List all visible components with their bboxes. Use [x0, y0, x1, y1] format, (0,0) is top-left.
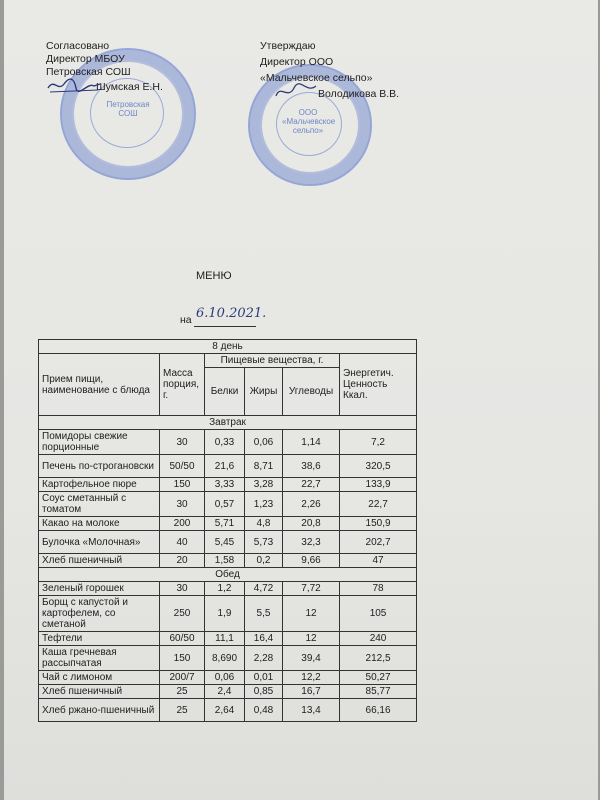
cell-name: Каша гречневая рассыпчатая — [39, 646, 160, 671]
cell-protein: 21,6 — [205, 455, 245, 478]
table-row — [39, 596, 417, 632]
cell-mass: 30 — [160, 492, 205, 517]
cell-carbs: 1,14 — [283, 430, 340, 455]
menu-table — [38, 339, 417, 722]
cell-carbs: 9,66 — [283, 554, 340, 568]
school-stamp-text: Петровская СОШ — [106, 100, 150, 118]
cell-protein: 0,57 — [205, 492, 245, 517]
cell-protein: 0,06 — [205, 671, 245, 685]
table-row — [39, 455, 417, 478]
cell-name: Соус сметанный с томатом — [39, 492, 160, 517]
cell-carbs: 13,4 — [283, 699, 340, 722]
cell-protein: 1,58 — [205, 554, 245, 568]
director-coop-label: Директор ООО — [260, 56, 334, 68]
cell-fat: 0,85 — [245, 685, 283, 699]
cell-carbs: 12,2 — [283, 671, 340, 685]
cell-fat: 2,28 — [245, 646, 283, 671]
header-fat: Жиры — [245, 368, 283, 416]
cell-energy: 202,7 — [340, 531, 417, 554]
table-row — [39, 685, 417, 699]
cell-carbs: 7,72 — [283, 582, 340, 596]
cell-protein: 2,4 — [205, 685, 245, 699]
date-prefix: на — [180, 314, 192, 326]
approve-label: Утверждаю — [260, 40, 316, 52]
cell-energy: 47 — [340, 554, 417, 568]
cell-protein: 5,71 — [205, 517, 245, 531]
cell-energy: 150,9 — [340, 517, 417, 531]
cell-name: Тефтели — [39, 632, 160, 646]
cell-fat: 5,73 — [245, 531, 283, 554]
cell-carbs: 22,7 — [283, 478, 340, 492]
cell-energy: 50,27 — [340, 671, 417, 685]
cell-fat: 0,06 — [245, 430, 283, 455]
cell-mass: 150 — [160, 478, 205, 492]
menu-title: МЕНЮ — [196, 270, 232, 282]
coop-name: «Мальчевское сельпо» — [260, 72, 373, 84]
header-energy: Энергетич. Ценность Ккал. — [340, 354, 417, 416]
cell-energy: 85,77 — [340, 685, 417, 699]
cell-energy: 105 — [340, 596, 417, 632]
section-breakfast: Завтрак — [39, 416, 417, 430]
coop-director-name: Володикова В.В. — [318, 88, 400, 100]
document-page — [4, 0, 598, 800]
coop-director-signature — [272, 80, 320, 102]
header-meal: Прием пищи, наименование с блюда — [39, 354, 160, 416]
cell-name: Картофельное пюре — [39, 478, 160, 492]
cell-mass: 40 — [160, 531, 205, 554]
cell-protein: 2,64 — [205, 699, 245, 722]
cell-name: Хлеб пшеничный — [39, 685, 160, 699]
cell-protein: 3,33 — [205, 478, 245, 492]
cell-energy: 22,7 — [340, 492, 417, 517]
cell-name: Хлеб ржано-пшеничный — [39, 699, 160, 722]
table-row — [39, 646, 417, 671]
cell-mass: 250 — [160, 596, 205, 632]
cell-protein: 1,2 — [205, 582, 245, 596]
header-nutrients: Пищевые вещества, г. — [205, 354, 340, 368]
cell-name: Булочка «Молочная» — [39, 531, 160, 554]
cell-name: Какао на молоке — [39, 517, 160, 531]
cell-fat: 0,48 — [245, 699, 283, 722]
table-row — [39, 582, 417, 596]
cell-mass: 150 — [160, 646, 205, 671]
cell-energy: 78 — [340, 582, 417, 596]
cell-name: Чай с лимоном — [39, 671, 160, 685]
cell-mass: 20 — [160, 554, 205, 568]
table-row — [39, 531, 417, 554]
cell-energy: 320,5 — [340, 455, 417, 478]
cell-name: Хлеб пшеничный — [39, 554, 160, 568]
cell-fat: 4,8 — [245, 517, 283, 531]
cell-fat: 8,71 — [245, 455, 283, 478]
cell-mass: 30 — [160, 430, 205, 455]
cell-energy: 7,2 — [340, 430, 417, 455]
table-row — [39, 554, 417, 568]
cell-energy: 66,16 — [340, 699, 417, 722]
section-lunch: Обед — [39, 568, 417, 582]
table-row — [39, 671, 417, 685]
school-director-name: Шумская Е.Н. — [96, 81, 163, 93]
breakfast-rows — [39, 430, 417, 568]
cell-name: Зеленый горошек — [39, 582, 160, 596]
cell-fat: 0,01 — [245, 671, 283, 685]
cell-name: Помидоры свежие порционные — [39, 430, 160, 455]
header-carbs: Углеводы — [283, 368, 340, 416]
cell-fat: 1,23 — [245, 492, 283, 517]
cell-protein: 11,1 — [205, 632, 245, 646]
cell-fat: 3,28 — [245, 478, 283, 492]
approved-label: Согласовано — [46, 40, 110, 52]
cell-energy: 240 — [340, 632, 417, 646]
table-row — [39, 492, 417, 517]
cell-mass: 200/7 — [160, 671, 205, 685]
cell-carbs: 32,3 — [283, 531, 340, 554]
date-underline — [194, 326, 256, 327]
school-name: Петровская СОШ — [46, 66, 131, 78]
cooperative-stamp-text: ООО «Мальчевское сельпо» — [282, 108, 336, 135]
cell-carbs: 39,4 — [283, 646, 340, 671]
cell-mass: 200 — [160, 517, 205, 531]
cell-mass: 60/50 — [160, 632, 205, 646]
header-mass: Масса порция, г. — [160, 354, 205, 416]
cell-carbs: 12 — [283, 596, 340, 632]
cell-carbs: 12 — [283, 632, 340, 646]
cell-mass: 50/50 — [160, 455, 205, 478]
table-row — [39, 699, 417, 722]
cell-carbs: 16,7 — [283, 685, 340, 699]
table-row — [39, 517, 417, 531]
school-director-signature — [44, 74, 104, 96]
cell-protein: 5,45 — [205, 531, 245, 554]
cell-fat: 16,4 — [245, 632, 283, 646]
cell-carbs: 20,8 — [283, 517, 340, 531]
cell-protein: 0,33 — [205, 430, 245, 455]
cell-mass: 25 — [160, 699, 205, 722]
cell-protein: 8,690 — [205, 646, 245, 671]
cell-fat: 4,72 — [245, 582, 283, 596]
table-row — [39, 478, 417, 492]
cell-energy: 133,9 — [340, 478, 417, 492]
cell-energy: 212,5 — [340, 646, 417, 671]
cell-name: Борщ с капустой и картофелем, со сметаной — [39, 596, 160, 632]
cell-mass: 25 — [160, 685, 205, 699]
cell-carbs: 2,26 — [283, 492, 340, 517]
lunch-rows — [39, 582, 417, 722]
cell-fat: 5,5 — [245, 596, 283, 632]
cell-carbs: 38,6 — [283, 455, 340, 478]
cell-name: Печень по-строгановски — [39, 455, 160, 478]
cell-fat: 0,2 — [245, 554, 283, 568]
cell-mass: 30 — [160, 582, 205, 596]
header-protein: Белки — [205, 368, 245, 416]
day-header: 8 день — [39, 340, 417, 354]
cell-protein: 1,9 — [205, 596, 245, 632]
table-row — [39, 430, 417, 455]
date-handwritten: 6.10.2021. — [196, 306, 267, 321]
director-school-label: Директор МБОУ — [46, 53, 125, 65]
table-row — [39, 632, 417, 646]
